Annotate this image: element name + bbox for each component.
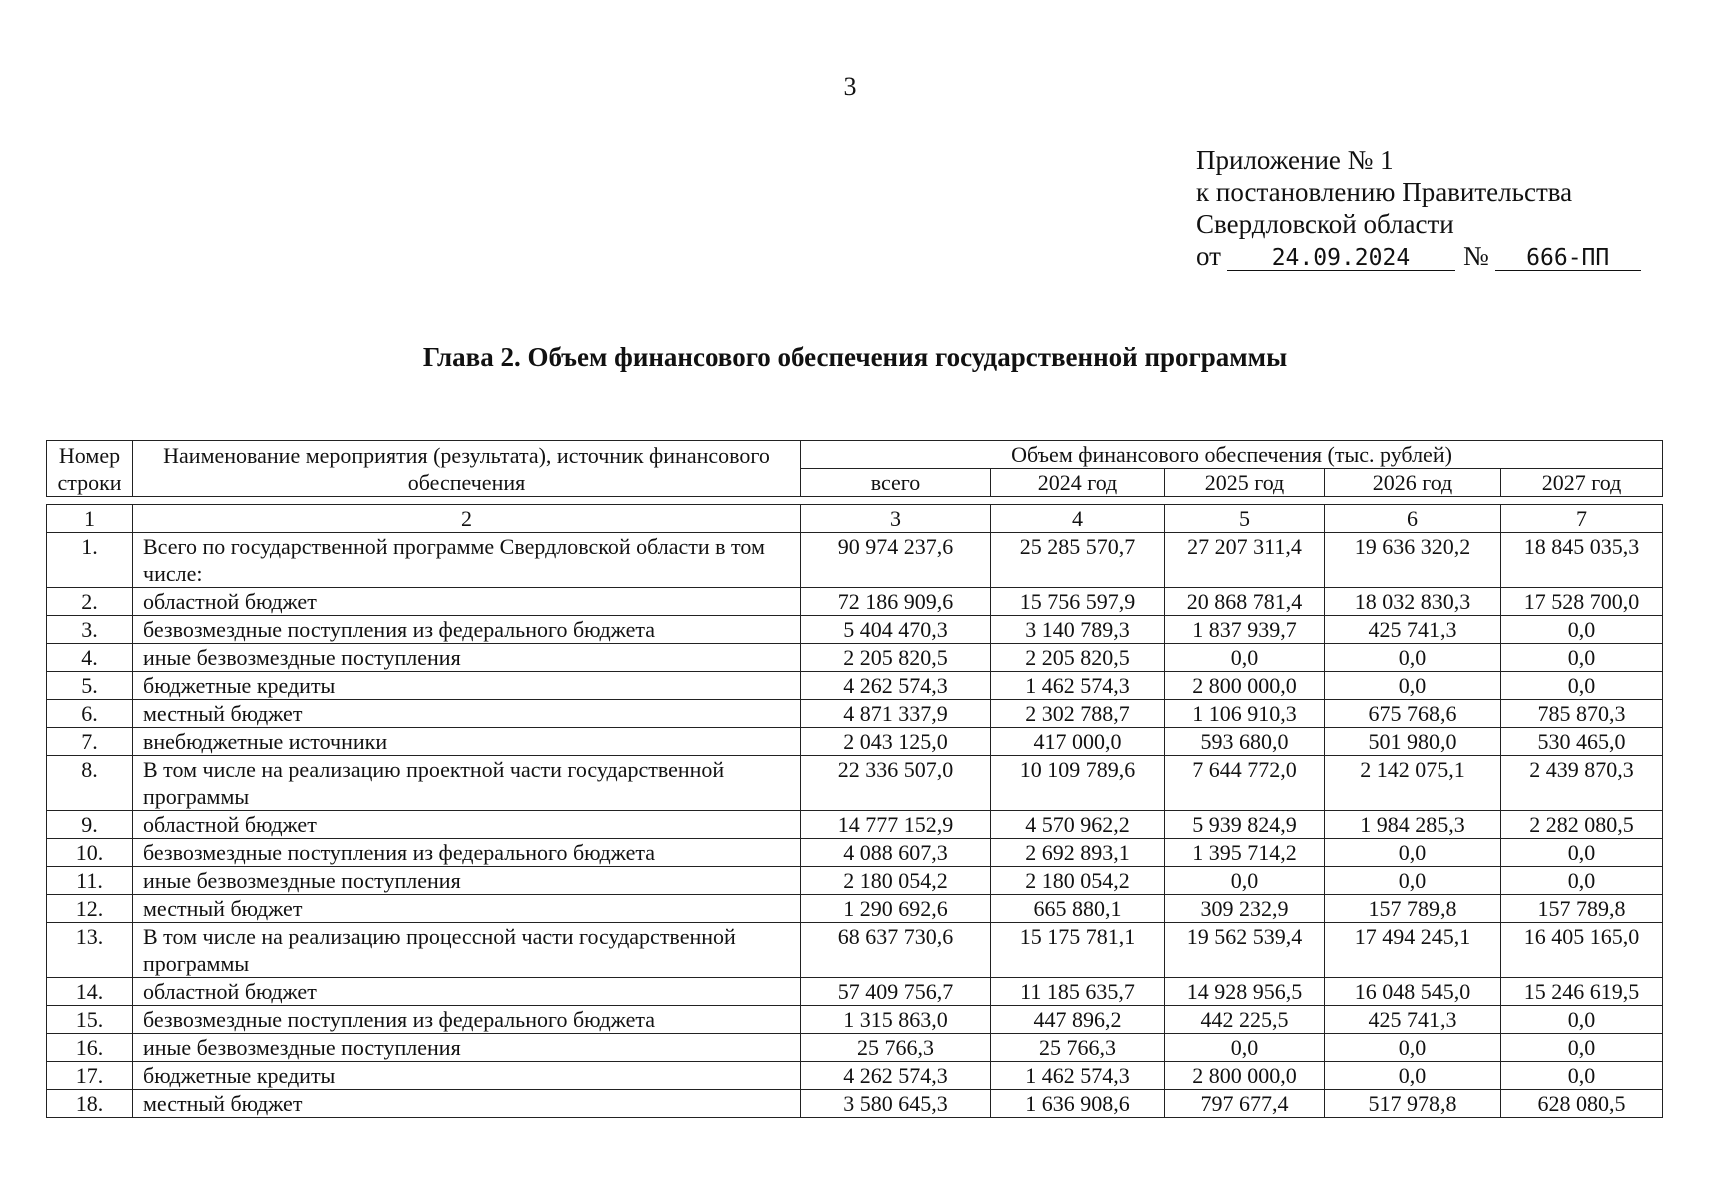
row-number: 17. bbox=[47, 1062, 133, 1090]
value-total: 4 262 574,3 bbox=[801, 1062, 991, 1090]
column-number-row bbox=[47, 505, 1663, 533]
row-number: 2. bbox=[47, 588, 133, 616]
table-row bbox=[47, 867, 1663, 895]
value-2027: 15 246 619,5 bbox=[1501, 978, 1663, 1006]
row-name: безвозмездные поступления из федерального бюджета bbox=[133, 839, 801, 867]
value-total: 4 871 337,9 bbox=[801, 700, 991, 728]
table-row bbox=[47, 644, 1663, 672]
value-2026: 19 636 320,2 bbox=[1325, 533, 1501, 588]
table-header bbox=[46, 440, 1663, 497]
value-2026: 2 142 075,1 bbox=[1325, 756, 1501, 811]
value-2027: 628 080,5 bbox=[1501, 1090, 1663, 1118]
header-2026: 2026 год bbox=[1325, 469, 1501, 497]
value-2026: 517 978,8 bbox=[1325, 1090, 1501, 1118]
column-number: 2 bbox=[133, 505, 801, 533]
table-row bbox=[47, 1090, 1663, 1118]
value-2024: 665 880,1 bbox=[991, 895, 1165, 923]
table-row bbox=[47, 1006, 1663, 1034]
value-2026: 501 980,0 bbox=[1325, 728, 1501, 756]
value-total: 22 336 507,0 bbox=[801, 756, 991, 811]
row-name: иные безвозмездные поступления bbox=[133, 867, 801, 895]
value-2024: 15 175 781,1 bbox=[991, 923, 1165, 978]
row-number: 1. bbox=[47, 533, 133, 588]
row-number: 6. bbox=[47, 700, 133, 728]
row-number: 11. bbox=[47, 867, 133, 895]
row-number: 16. bbox=[47, 1034, 133, 1062]
value-2026: 0,0 bbox=[1325, 644, 1501, 672]
value-2024: 1 462 574,3 bbox=[991, 1062, 1165, 1090]
column-number: 7 bbox=[1501, 505, 1663, 533]
row-name: безвозмездные поступления из федерального бюджета bbox=[133, 1006, 801, 1034]
column-number: 1 bbox=[47, 505, 133, 533]
row-name: иные безвозмездные поступления bbox=[133, 644, 801, 672]
value-2026: 0,0 bbox=[1325, 839, 1501, 867]
row-name: областной бюджет bbox=[133, 588, 801, 616]
header-volume: Объем финансового обеспечения (тыс. рублей) bbox=[801, 441, 1663, 469]
value-2026: 425 741,3 bbox=[1325, 1006, 1501, 1034]
value-2027: 0,0 bbox=[1501, 616, 1663, 644]
row-number: 13. bbox=[47, 923, 133, 978]
column-number: 6 bbox=[1325, 505, 1501, 533]
value-total: 1 315 863,0 bbox=[801, 1006, 991, 1034]
value-2025: 20 868 781,4 bbox=[1165, 588, 1325, 616]
column-number: 5 bbox=[1165, 505, 1325, 533]
row-number: 3. bbox=[47, 616, 133, 644]
table-row bbox=[47, 978, 1663, 1006]
row-number: 14. bbox=[47, 978, 133, 1006]
value-2025: 442 225,5 bbox=[1165, 1006, 1325, 1034]
table-row bbox=[47, 616, 1663, 644]
value-total: 68 637 730,6 bbox=[801, 923, 991, 978]
value-2026: 0,0 bbox=[1325, 867, 1501, 895]
header-row-number: Номер строки bbox=[47, 441, 133, 497]
chapter-title: Глава 2. Объем финансового обеспечения государственной программы bbox=[422, 342, 1288, 372]
decree-date: 24.09.2024 bbox=[1227, 246, 1455, 271]
value-2024: 2 205 820,5 bbox=[991, 644, 1165, 672]
value-total: 2 180 054,2 bbox=[801, 867, 991, 895]
row-name: местный бюджет bbox=[133, 895, 801, 923]
value-2024: 1 462 574,3 bbox=[991, 672, 1165, 700]
value-2026: 0,0 bbox=[1325, 672, 1501, 700]
value-2025: 1 837 939,7 bbox=[1165, 616, 1325, 644]
row-number: 4. bbox=[47, 644, 133, 672]
row-name: внебюджетные источники bbox=[133, 728, 801, 756]
value-2024: 1 636 908,6 bbox=[991, 1090, 1165, 1118]
table-row bbox=[47, 756, 1663, 811]
value-2026: 425 741,3 bbox=[1325, 616, 1501, 644]
value-2027: 0,0 bbox=[1501, 1062, 1663, 1090]
value-total: 57 409 756,7 bbox=[801, 978, 991, 1006]
row-number: 12. bbox=[47, 895, 133, 923]
value-total: 25 766,3 bbox=[801, 1034, 991, 1062]
row-name: местный бюджет bbox=[133, 1090, 801, 1118]
row-name: бюджетные кредиты bbox=[133, 672, 801, 700]
value-2024: 10 109 789,6 bbox=[991, 756, 1165, 811]
value-2027: 16 405 165,0 bbox=[1501, 923, 1663, 978]
value-2024: 2 302 788,7 bbox=[991, 700, 1165, 728]
value-2025: 0,0 bbox=[1165, 1034, 1325, 1062]
value-2024: 25 285 570,7 bbox=[991, 533, 1165, 588]
row-name: безвозмездные поступления из федерального бюджета bbox=[133, 616, 801, 644]
table-row bbox=[47, 811, 1663, 839]
value-total: 4 088 607,3 bbox=[801, 839, 991, 867]
page-number: 3 bbox=[843, 72, 857, 101]
value-2024: 2 180 054,2 bbox=[991, 867, 1165, 895]
row-number: 10. bbox=[47, 839, 133, 867]
row-number: 8. bbox=[47, 756, 133, 811]
column-number: 4 bbox=[991, 505, 1165, 533]
value-2025: 19 562 539,4 bbox=[1165, 923, 1325, 978]
row-name: В том числе на реализацию проектной части государственной программы bbox=[133, 756, 801, 811]
value-2025: 593 680,0 bbox=[1165, 728, 1325, 756]
value-2027: 2 439 870,3 bbox=[1501, 756, 1663, 811]
row-name: областной бюджет bbox=[133, 811, 801, 839]
appendix-line-1: Приложение № 1 bbox=[1196, 145, 1394, 175]
value-total: 90 974 237,6 bbox=[801, 533, 991, 588]
appendix-line-3: Свердловской области bbox=[1196, 209, 1454, 239]
value-2027: 18 845 035,3 bbox=[1501, 533, 1663, 588]
value-2026: 16 048 545,0 bbox=[1325, 978, 1501, 1006]
value-2025: 1 106 910,3 bbox=[1165, 700, 1325, 728]
header-2027: 2027 год bbox=[1501, 469, 1663, 497]
value-2027: 0,0 bbox=[1501, 672, 1663, 700]
value-2027: 0,0 bbox=[1501, 1006, 1663, 1034]
value-2026: 0,0 bbox=[1325, 1062, 1501, 1090]
value-2024: 11 185 635,7 bbox=[991, 978, 1165, 1006]
value-total: 1 290 692,6 bbox=[801, 895, 991, 923]
value-2026: 18 032 830,3 bbox=[1325, 588, 1501, 616]
value-2027: 0,0 bbox=[1501, 839, 1663, 867]
header-total: всего bbox=[801, 469, 991, 497]
number-prefix: № bbox=[1462, 241, 1489, 271]
value-2025: 2 800 000,0 bbox=[1165, 672, 1325, 700]
header-2025: 2025 год bbox=[1165, 469, 1325, 497]
table-row bbox=[47, 839, 1663, 867]
row-number: 15. bbox=[47, 1006, 133, 1034]
table-row bbox=[47, 588, 1663, 616]
table-row bbox=[47, 672, 1663, 700]
value-total: 2 205 820,5 bbox=[801, 644, 991, 672]
row-name: В том числе на реализацию процессной части государственной программы bbox=[133, 923, 801, 978]
value-2024: 417 000,0 bbox=[991, 728, 1165, 756]
value-2024: 4 570 962,2 bbox=[991, 811, 1165, 839]
value-2025: 14 928 956,5 bbox=[1165, 978, 1325, 1006]
row-name: иные безвозмездные поступления bbox=[133, 1034, 801, 1062]
value-2025: 309 232,9 bbox=[1165, 895, 1325, 923]
value-2026: 17 494 245,1 bbox=[1325, 923, 1501, 978]
row-number: 7. bbox=[47, 728, 133, 756]
value-2027: 17 528 700,0 bbox=[1501, 588, 1663, 616]
value-2025: 7 644 772,0 bbox=[1165, 756, 1325, 811]
value-2027: 157 789,8 bbox=[1501, 895, 1663, 923]
value-2024: 3 140 789,3 bbox=[991, 616, 1165, 644]
value-total: 3 580 645,3 bbox=[801, 1090, 991, 1118]
value-2027: 0,0 bbox=[1501, 1034, 1663, 1062]
decree-number: 666-ПП bbox=[1495, 246, 1641, 271]
appendix-line-2: к постановлению Правительства bbox=[1196, 177, 1573, 207]
header-name: Наименование мероприятия (результата), источник финансового обеспечения bbox=[133, 441, 801, 497]
value-2025: 0,0 bbox=[1165, 867, 1325, 895]
value-total: 14 777 152,9 bbox=[801, 811, 991, 839]
value-2027: 785 870,3 bbox=[1501, 700, 1663, 728]
row-name: бюджетные кредиты bbox=[133, 1062, 801, 1090]
column-number: 3 bbox=[801, 505, 991, 533]
value-2027: 0,0 bbox=[1501, 867, 1663, 895]
value-2027: 0,0 bbox=[1501, 644, 1663, 672]
table-row bbox=[47, 700, 1663, 728]
value-2025: 27 207 311,4 bbox=[1165, 533, 1325, 588]
row-name: областной бюджет bbox=[133, 978, 801, 1006]
value-2024: 2 692 893,1 bbox=[991, 839, 1165, 867]
value-2025: 5 939 824,9 bbox=[1165, 811, 1325, 839]
value-total: 2 043 125,0 bbox=[801, 728, 991, 756]
row-name: местный бюджет bbox=[133, 700, 801, 728]
value-2025: 0,0 bbox=[1165, 644, 1325, 672]
value-2026: 675 768,6 bbox=[1325, 700, 1501, 728]
date-prefix: от bbox=[1196, 241, 1221, 271]
value-total: 4 262 574,3 bbox=[801, 672, 991, 700]
table-row bbox=[47, 1034, 1663, 1062]
value-2025: 2 800 000,0 bbox=[1165, 1062, 1325, 1090]
value-2025: 1 395 714,2 bbox=[1165, 839, 1325, 867]
value-2026: 157 789,8 bbox=[1325, 895, 1501, 923]
row-name: Всего по государственной программе Свердловской области в том числе: bbox=[133, 533, 801, 588]
table-row bbox=[47, 1062, 1663, 1090]
header-2024: 2024 год bbox=[991, 469, 1165, 497]
value-2027: 2 282 080,5 bbox=[1501, 811, 1663, 839]
value-total: 5 404 470,3 bbox=[801, 616, 991, 644]
table-row bbox=[47, 923, 1663, 978]
table-row bbox=[47, 728, 1663, 756]
value-2025: 797 677,4 bbox=[1165, 1090, 1325, 1118]
value-2026: 0,0 bbox=[1325, 1034, 1501, 1062]
value-2027: 530 465,0 bbox=[1501, 728, 1663, 756]
table-row bbox=[47, 533, 1663, 588]
table-body bbox=[46, 504, 1663, 1118]
appendix-block bbox=[1196, 144, 1666, 272]
value-2024: 447 896,2 bbox=[991, 1006, 1165, 1034]
row-number: 9. bbox=[47, 811, 133, 839]
value-total: 72 186 909,6 bbox=[801, 588, 991, 616]
value-2024: 25 766,3 bbox=[991, 1034, 1165, 1062]
appendix-date-line bbox=[1196, 240, 1666, 272]
value-2026: 1 984 285,3 bbox=[1325, 811, 1501, 839]
value-2024: 15 756 597,9 bbox=[991, 588, 1165, 616]
row-number: 18. bbox=[47, 1090, 133, 1118]
table-row bbox=[47, 895, 1663, 923]
row-number: 5. bbox=[47, 672, 133, 700]
